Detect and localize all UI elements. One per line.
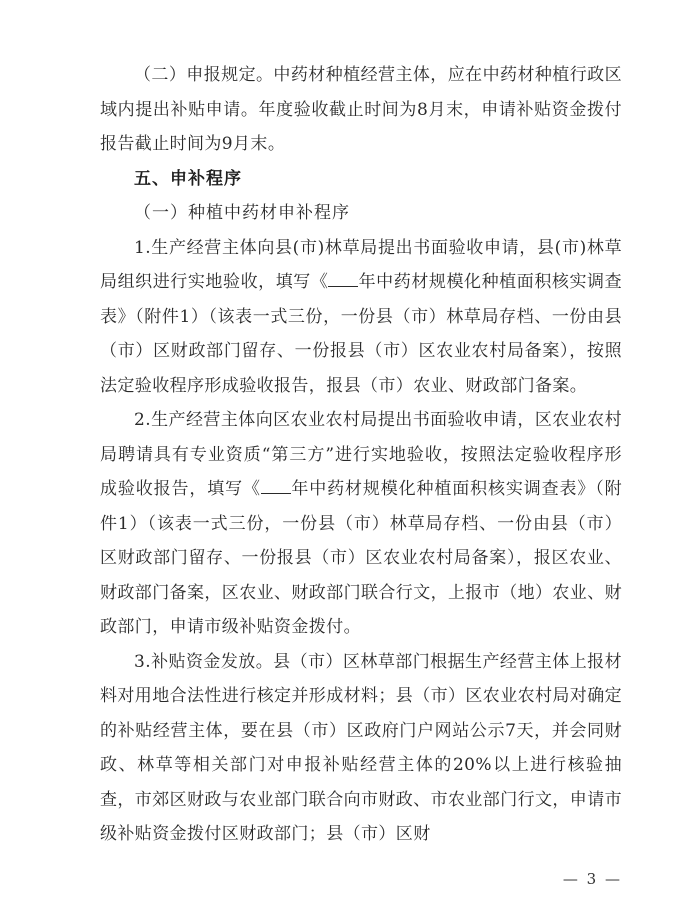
procedure-item-3: 3.补贴资金发放。县（市）区林草部门根据生产经营主体上报材料对用地合法性进行核定并形成材料；县（市）区农业农村局对确定的补贴经营主体，要在县（市）区政府门户网站公示7天，并会同财政、林草等相关部门对申报补贴经营主体的20%以上进行核验抽查，市郊区财政与农业部门联合向市财政、市农业部门行文，申请市级补贴资金拨付区财政部门；县（市）区财 xyxy=(100,651,622,844)
procedure-item-2-text-a: 2.生产经营主体向区农业农村局提出书面验收申请，区农业农村局聘请具有专业资质“第三方”进行实地验收，按照法定验收程序形成验收报告，填写《 xyxy=(100,410,622,499)
page-number: — 3 — xyxy=(562,870,622,888)
procedure-item-2 xyxy=(100,403,622,645)
section-5-title: 五、申补程序 xyxy=(134,168,242,189)
document-body xyxy=(100,58,622,852)
procedure-item-2-text-b: 年中药材规模化种植面积核实调查表》（附件1）（该表一式三份，一份县（市）林草局存档、一份由县（市）区财政部门留存、一份报县（市）区农业农村局备案），报区农业、财政部门备案，区农业、财政部门联合行文，上报市（地）农业、财政部门，申请市级补贴资金拨付。 xyxy=(100,479,622,637)
section-b-paragraph: （二）申报规定。中药材种植经营主体，应在中药材种植行政区域内提出补贴申请。年度验收截止时间为8月末，申请补贴资金拨付报告截止时间为9月末。 xyxy=(100,65,622,154)
section-5-subtitle: （一）种植中药材申补程序 xyxy=(134,203,350,223)
procedure-item-1-text-b: 年中药材规模化种植面积核实调查表》（附件1）（该表一式三份，一份县（市）林草局存档、一份由县（市）区财政部门留存、一份报县（市）区农业农村局备案），按照法定验收程序形成验收报告，报县（市）农业、财政部门备案。 xyxy=(100,272,623,396)
year-blank-line xyxy=(328,271,358,287)
procedure-item-1 xyxy=(100,231,622,404)
procedure-item-1-text-a: 1.生产经营主体向县(市)林草局提出书面验收申请，县(市)林草局组织进行实地验收，填写《 xyxy=(100,237,622,292)
year-blank-line xyxy=(261,478,291,494)
